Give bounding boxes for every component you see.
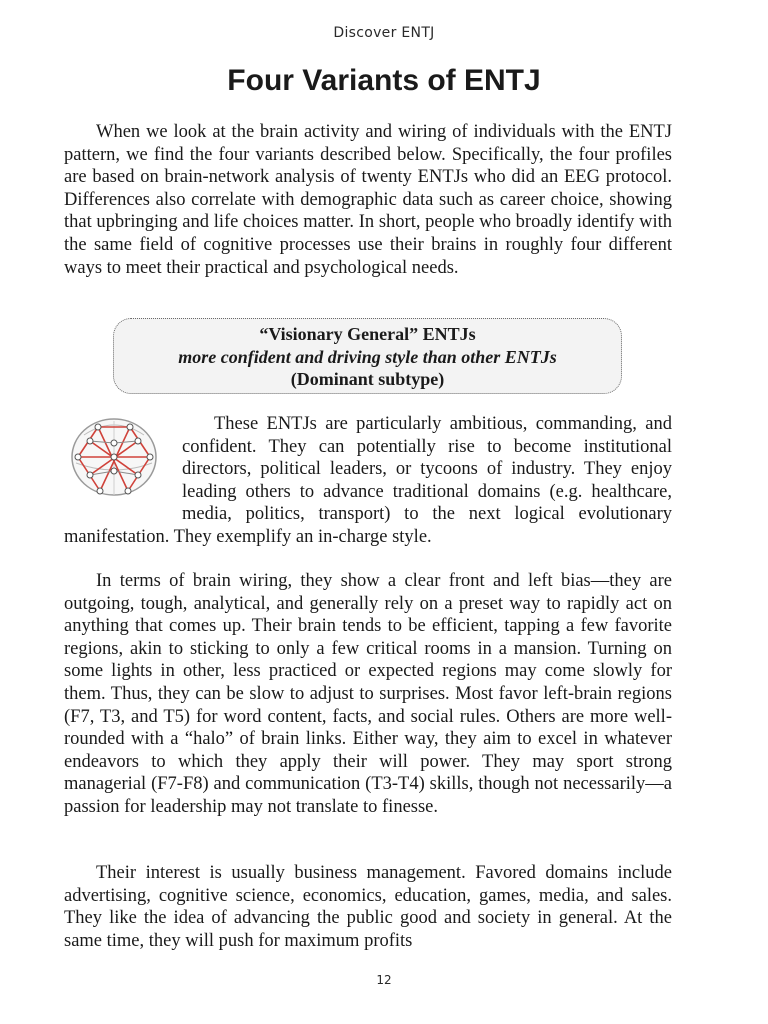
intro-text: When we look at the brain activity and wiring of individuals with the ENTJ pattern, we find the four variants described below. Specifically, the four profiles are based on brain-network analysis of twenty ENTJs who did an EEG protocol. Differences also correlate with demographic data such as career choice, showing that upbringing and life choices matter. In short, people who broadly identify with the same field of cognitive processes use their brains in roughly four different ways to meet their practical and psychological needs. [64, 122, 672, 278]
running-header: Discover ENTJ [333, 25, 435, 41]
interests-text: Their interest is usually business management. Favored domains include advertising, cognitive science, economics, education, games, media, and sales. They like the idea of advancing the public good and society in general. At the same time, they will push for maximum profits [64, 863, 672, 951]
brain-wiring-text: In terms of brain wiring, they show a clear front and left bias—they are outgoing, tough, analytical, and generally rely on a preset way to rapidly act on anything that comes up. Their brain tends to be efficient, tapping a few favorite regions, akin to sticking to only a few critical rooms in a mansion. Turning on some lights in other, less practiced or expected regions may come slowly for them. Thus, they can be slow to adjust to surprises. Most favor left-brain regions (F7, T3, and T5) for word content, facts, and social rules. Others are more well-rounded with a “halo” of brain links. Either way, they aim to excel in whatever endeavors to which they apply their will power. They may sport strong managerial (F7-F8) and communication (T3-T4) skills, though not necessarily—a passion for leadership may not translate to finesse. [64, 571, 672, 817]
subtype-callout-box [113, 318, 622, 394]
callout-tagline: more confident and driving style than other ENTJs [178, 346, 557, 367]
description-text: These ENTJs are particularly ambitious, commanding, and confident. They can potentially rise to become institutional directors, political leaders, or tycoons of industry. They enjoy leading others to advance traditional domains (e.g. healthcare, media, politics, transport) to the next logical evolutionary manifestation. They exemplify an in-charge style. [64, 414, 672, 547]
brain-wiring-paragraph [64, 570, 672, 819]
callout-subtype-name: “Visionary General” ENTJs [259, 324, 476, 344]
callout-subtype-label: (Dominant subtype) [290, 369, 445, 389]
brain-network-diagram-icon [64, 413, 174, 511]
description-paragraph [64, 413, 672, 549]
intro-paragraph [64, 121, 672, 279]
page-number: 12 [376, 973, 392, 987]
page-title: Four Variants of ENTJ [227, 64, 541, 97]
interests-paragraph [64, 862, 672, 952]
